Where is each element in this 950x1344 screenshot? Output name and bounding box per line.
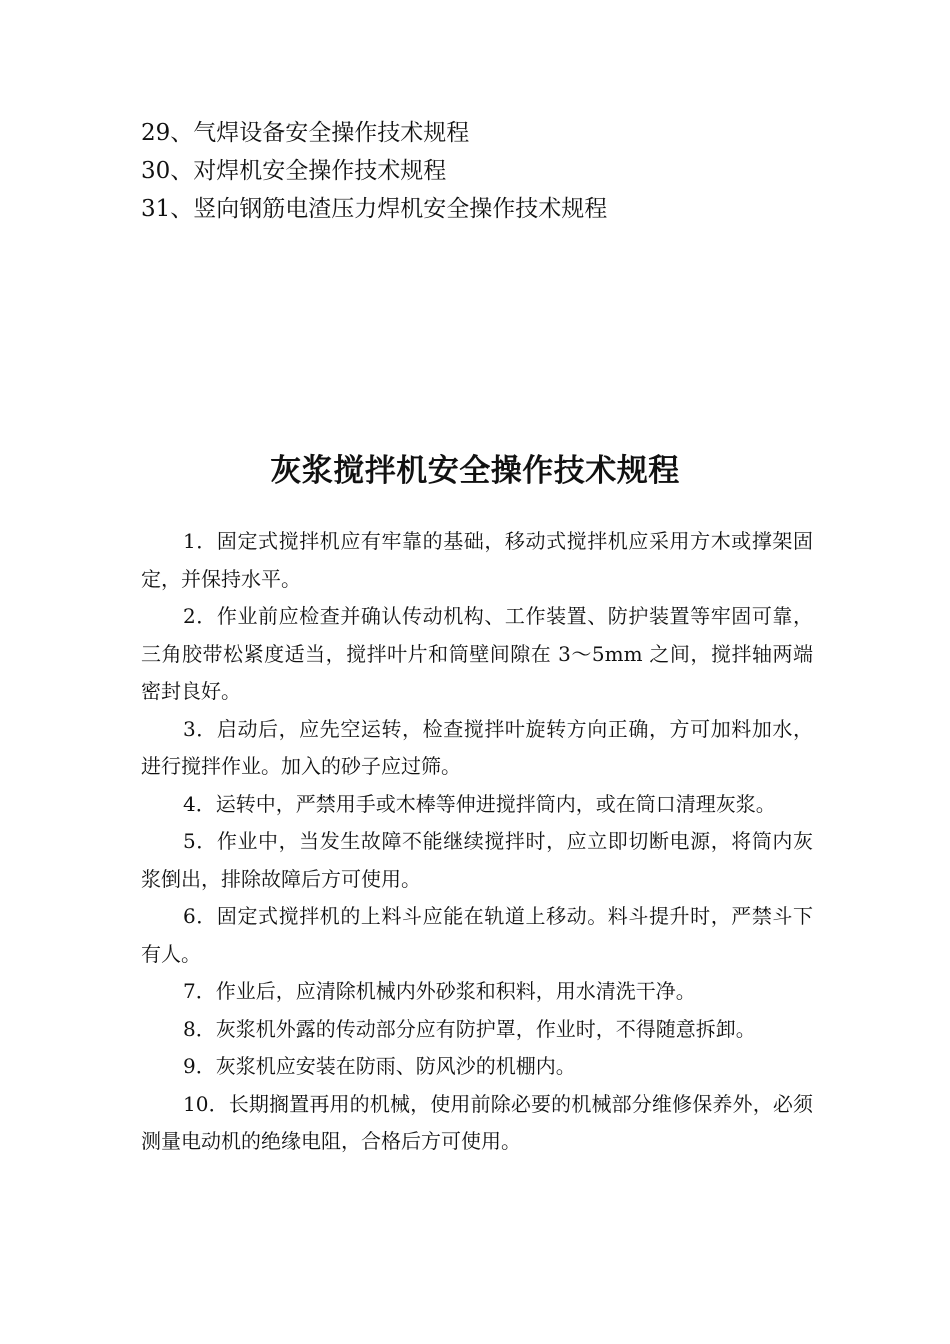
paragraph-4: 4．运转中，严禁用手或木棒等伸进搅拌筒内，或在筒口清理灰浆。 xyxy=(183,791,776,816)
paragraph-1: 1．固定式搅拌机应有牢靠的基础，移动式搅拌机应采用方木或撑架固定，并保持水平。 xyxy=(141,529,813,591)
document-title: 灰浆搅拌机安全操作技术规程 xyxy=(270,453,680,489)
paragraph-6: 6．固定式搅拌机的上料斗应能在轨道上移动。料斗提升时，严禁斗下有人。 xyxy=(141,904,813,966)
paragraph-9: 9．灰浆机应安装在防雨、防风沙的机棚内。 xyxy=(183,1054,576,1078)
paragraph-8: 8．灰浆机外露的传动部分应有防护罩，作业时，不得随意拆卸。 xyxy=(183,1016,756,1041)
paragraph-7: 7．作业后，应清除机械内外砂浆和积料，用水清洗干净。 xyxy=(183,979,696,1003)
toc-item: 29、气焊设备安全操作技术规程 xyxy=(141,120,470,146)
paragraph-5: 5．作业中，当发生故障不能继续搅拌时，应立即切断电源，将筒内灰浆倒出，排除故障后方可使用。 xyxy=(141,829,813,891)
toc-item: 30、对焊机安全操作技术规程 xyxy=(141,158,447,184)
toc-list xyxy=(141,114,821,228)
paragraph-2: 2．作业前应检查并确认传动机构、工作装置、防护装置等牢固可靠，三角胶带松紧度适当，搅拌叶片和筒壁间隙在 3～5mm 之间，搅拌轴两端密封良好。 xyxy=(141,604,813,703)
document-body xyxy=(141,523,813,1161)
paragraph-10: 10．长期搁置再用的机械，使用前除必要的机械部分维修保养外，必须测量电动机的绝缘电阻，合格后方可使用。 xyxy=(141,1091,813,1153)
toc-item: 31、竖向钢筋电渣压力焊机安全操作技术规程 xyxy=(141,196,608,222)
paragraph-3: 3．启动后，应先空运转，检查搅拌叶旋转方向正确，方可加料加水，进行搅拌作业。加入的砂子应过筛。 xyxy=(141,716,813,778)
